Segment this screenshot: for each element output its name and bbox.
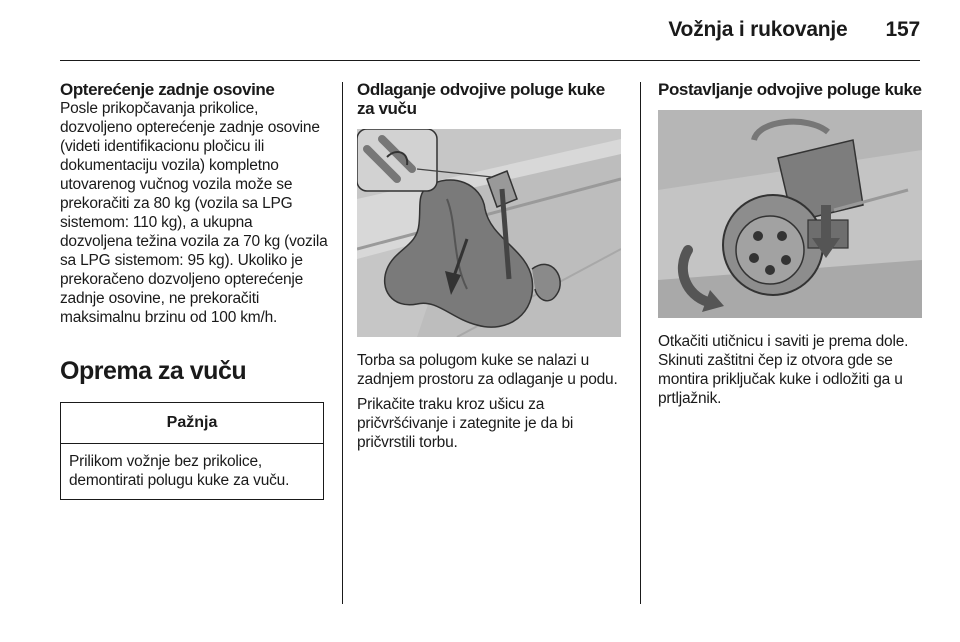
warning-title: Pažnja — [61, 403, 323, 444]
tow-bar-bag-icon — [357, 129, 621, 337]
tow-socket-icon — [658, 110, 922, 318]
towing-equipment-heading: Oprema za vuču — [60, 357, 247, 385]
column-divider-2 — [640, 82, 641, 604]
stowing-caption-2: Prikačite traku kroz ušicu za pričvršćivanje i zategnite je da bi pričvrstili torbu. — [357, 396, 574, 451]
column-1 — [60, 80, 328, 500]
tow-bar-bag-illustration — [357, 129, 621, 337]
column-2 — [357, 80, 623, 452]
page-number: 157 — [885, 18, 920, 41]
section-title: Vožnja i rukovanje — [668, 18, 848, 41]
rear-axle-paragraph: Posle prikopčavanja prikolice, dozvoljeno opterećenje zadnje osovine (videti identifikacionu pločicu ili dokumentaciju vozila) kompletno utovarenog vučnog vozila može se prekoračiti za 80 kg (vozila sa LPG sistemom: 110 kg), a ukupna dozvoljena težina vozila za 70 kg (vozila sa LPG sistemom: 95 kg). Ukoliko je prekoračeno dozvoljeno opterećenje zadnje osovine, ne prekoračiti maksimalnu brzinu od 100 km/h. — [60, 100, 328, 326]
header-divider — [60, 60, 920, 61]
mounting-caption: Otkačiti utičnicu i saviti je prema dole. Skinuti zaštitni čep iz otvora gde se montira priključak kuke i odložiti ga u prtljažnik. — [658, 333, 909, 407]
column-divider-1 — [342, 82, 343, 604]
stowing-heading: Odlaganje odvojive poluge kuke za vuču — [357, 80, 605, 118]
page-header — [668, 18, 920, 42]
warning-text: Prilikom vožnje bez prikolice, demontirati polugu kuke za vuču. — [69, 453, 290, 489]
mounting-heading: Postavljanje odvojive poluge kuke — [658, 80, 922, 99]
column-3 — [658, 80, 924, 408]
stowing-caption-1: Torba sa polugom kuke se nalazi u zadnjem prostoru za odlaganje u podu. — [357, 352, 618, 388]
tow-socket-illustration — [658, 110, 922, 318]
rear-axle-heading: Opterećenje zadnje osovine — [60, 80, 275, 99]
warning-box — [60, 402, 324, 500]
